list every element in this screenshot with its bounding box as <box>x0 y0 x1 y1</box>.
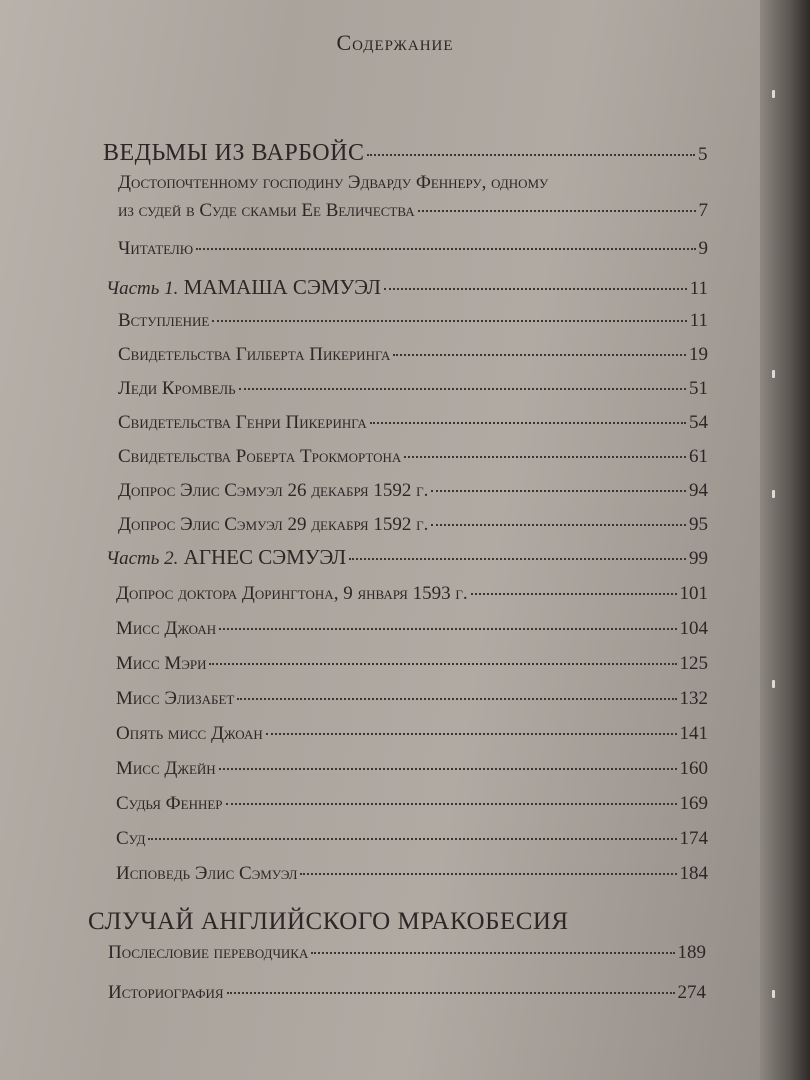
toc-entry <box>116 618 708 640</box>
toc-label: Историография <box>108 982 224 1003</box>
section-heading: ВЕДЬМЫ ИЗ ВАРБОЙС <box>103 140 365 166</box>
toc-entry <box>118 344 708 366</box>
toc-entry <box>116 653 708 675</box>
toc-label: Читателю <box>118 238 194 259</box>
page-number: 274 <box>677 982 706 1003</box>
toc-entry-part2 <box>106 545 708 570</box>
dot-leader <box>219 628 676 630</box>
toc-entry <box>118 310 708 332</box>
toc-entry-dedication-line1: Достопочтенному господину Эдварду Феннеру, одному <box>118 172 549 193</box>
page-number: 160 <box>679 758 708 779</box>
page-number: 169 <box>679 793 708 814</box>
dot-leader <box>404 456 686 458</box>
dot-leader <box>209 663 676 665</box>
toc-entry <box>116 863 708 885</box>
toc-entry-part1 <box>106 275 708 300</box>
dot-leader <box>393 354 686 356</box>
dot-leader <box>237 698 676 700</box>
dot-leader <box>384 288 687 290</box>
dot-leader <box>367 154 695 156</box>
toc-label: Исповедь Элис Сэмуэл <box>116 863 298 884</box>
toc-label: Допрос Элис Сэмуэл 29 декабря 1592 г. <box>118 514 429 535</box>
page-number: 61 <box>689 446 708 467</box>
page-number: 5 <box>698 144 708 165</box>
page-number: 184 <box>679 863 708 884</box>
page-edge <box>760 0 810 1080</box>
part-heading <box>106 275 381 300</box>
toc-entry <box>118 446 708 468</box>
page-number: 19 <box>689 344 708 365</box>
toc-label: из судей в Суде скамьи Ее Величества <box>118 200 415 221</box>
page-number: 11 <box>689 310 708 331</box>
binding-stitch <box>772 90 775 98</box>
dot-leader <box>370 422 686 424</box>
dot-leader <box>239 388 686 390</box>
dot-leader <box>431 490 686 492</box>
toc-label: Мисс Мэри <box>116 653 207 674</box>
toc-entry <box>118 480 708 502</box>
toc-entry-reader <box>118 238 708 260</box>
page-number: 189 <box>677 942 706 963</box>
page-number: 94 <box>689 480 708 501</box>
page-title: Содержание <box>336 30 454 55</box>
toc-entry <box>116 688 708 710</box>
toc-entry-dedication <box>118 200 708 222</box>
toc-label: Мисс Джейн <box>116 758 216 779</box>
page-number: 99 <box>689 548 708 569</box>
toc-entry <box>108 982 706 1004</box>
page-number: 104 <box>679 618 708 639</box>
binding-stitch <box>772 490 775 498</box>
dot-leader <box>227 992 675 994</box>
toc-entry <box>108 942 706 964</box>
binding-stitch <box>772 370 775 378</box>
page-number: 11 <box>689 278 708 299</box>
dot-leader <box>196 248 695 250</box>
toc-label: Послесловие переводчика <box>108 942 309 963</box>
toc-entry <box>116 793 708 815</box>
page-number: 101 <box>679 583 708 604</box>
dot-leader <box>226 803 677 805</box>
toc-entry <box>118 378 708 400</box>
toc-entry <box>116 723 708 745</box>
dot-leader <box>418 210 696 212</box>
dot-leader <box>311 952 674 954</box>
toc-label: Свидетельства Генри Пикеринга <box>118 412 367 433</box>
part-name: АГНЕС СЭМУЭЛ <box>183 545 347 569</box>
page-number: 95 <box>689 514 708 535</box>
toc-entry <box>116 828 708 850</box>
part-name: МАМАША СЭМУЭЛ <box>183 275 381 299</box>
part-prefix: Часть 1. <box>106 278 179 299</box>
toc-label: Допрос Элис Сэмуэл 26 декабря 1592 г. <box>118 480 429 501</box>
dot-leader <box>266 733 677 735</box>
toc-label: Мисс Джоан <box>116 618 217 639</box>
toc-label: Мисс Элизабет <box>116 688 235 709</box>
section3-heading: СЛУЧАЙ АНГЛИЙСКОГО МРАКОБЕСИЯ <box>88 908 569 935</box>
part-prefix: Часть 2. <box>106 548 179 569</box>
page-number: 125 <box>679 653 708 674</box>
toc-label: Опять мисс Джоан <box>116 723 263 744</box>
toc-label: Допрос доктора Дорингтона, 9 января 1593 г. <box>116 583 468 604</box>
page-number: 54 <box>689 412 708 433</box>
toc-entry <box>116 583 708 605</box>
page-number: 132 <box>679 688 708 709</box>
page-number: 7 <box>698 200 708 221</box>
toc-label: Вступление <box>118 310 210 331</box>
toc-entry-section1 <box>103 140 708 167</box>
dot-leader <box>212 320 686 322</box>
page-number: 141 <box>679 723 708 744</box>
dot-leader <box>349 558 686 560</box>
binding-stitch <box>772 680 775 688</box>
toc-label: Свидетельства Роберта Трокмортона <box>118 446 402 467</box>
part-heading <box>106 545 346 570</box>
binding-stitch <box>772 990 775 998</box>
toc-entry <box>116 758 708 780</box>
page-number: 51 <box>689 378 708 399</box>
toc-label: Суд <box>116 828 146 849</box>
toc-entry <box>118 412 708 434</box>
dot-leader <box>300 873 676 875</box>
dot-leader <box>219 768 677 770</box>
dot-leader <box>148 838 676 840</box>
toc-label: Судья Феннер <box>116 793 223 814</box>
toc-entry <box>118 514 708 536</box>
toc-label: Свидетельства Гилберта Пикеринга <box>118 344 391 365</box>
page-number: 174 <box>679 828 708 849</box>
dot-leader <box>471 593 677 595</box>
dot-leader <box>431 524 686 526</box>
page-number: 9 <box>698 238 708 259</box>
toc-label: Леди Кромвель <box>118 378 236 399</box>
